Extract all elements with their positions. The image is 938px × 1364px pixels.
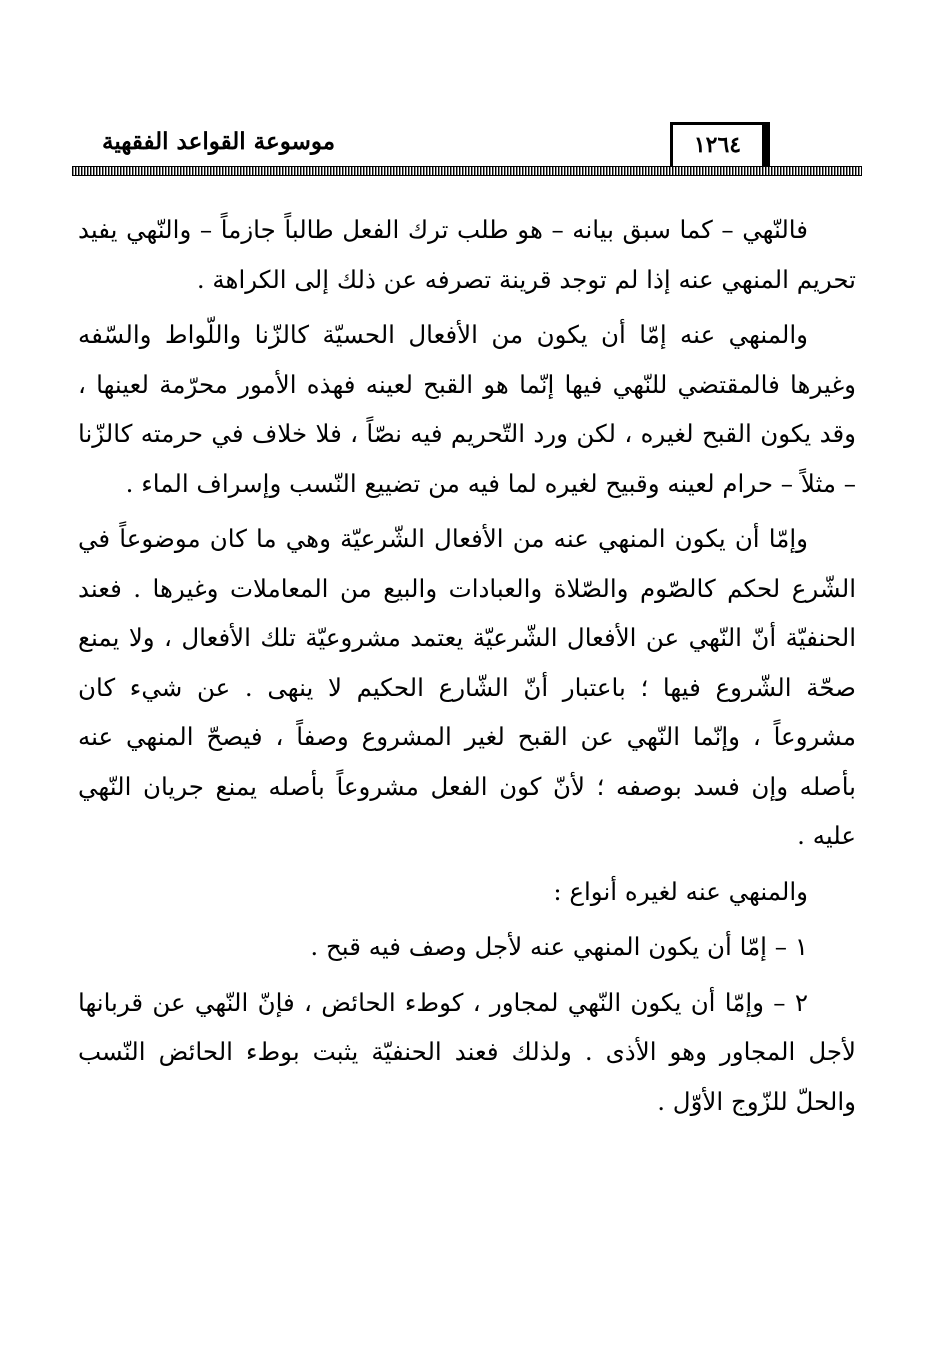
list-item-1: ١ – إمّا أن يكون المنهي عنه لأجل وصف فيه قبح . bbox=[310, 932, 808, 961]
header-rule bbox=[72, 166, 862, 176]
list-item-2: ٢ – وإمّا أن يكون النّهي لمجاور ، كوطء الحائض ، فإنّ النّهي عن قربانها لأجل المجاور وهو الأذى . ولذلك فعند الحنفيّة يثبت بوطء الحائض النّسب والحلّ للزّوج الأوّل . bbox=[78, 987, 856, 1116]
paragraph-4: والمنهي عنه لغيره أنواع : bbox=[553, 876, 808, 906]
paragraph-2: والمنهي عنه إمّا أن يكون من الأفعال الحسيّة كالزّنا واللّواط والسّفه وغيرها فالمقتضي للنّهي فيها إنّما هو القبح لعينه فهذه الأمور محرّمة لعينها ، وقد يكون القبح لغيره ، لكن ورد التّحريم فيه نصّاً ، فلا خلاف في حرمته كالزّنا – مثلاً – حرام لعينه وقبيح لغيره لما فيه من تضييع النّسب وإسراف الماء . bbox=[78, 320, 856, 498]
body-text bbox=[78, 205, 856, 1132]
paragraph-1: فالنّهي – كما سبق بيانه – هو طلب ترك الفعل طالباً جازماً – والنّهي يفيد تحريم المنهي عنه إذا لم توجد قرينة تصرفه عن ذلك إلى الكراهة . bbox=[78, 215, 856, 294]
paragraph-3: وإمّا أن يكون المنهي عنه من الأفعال الشّرعيّة وهي ما كان موضوعاً في الشّرع لحكم كالصّوم والصّلاة والعبادات والبيع من المعاملات وغيرها . فعند الحنفيّة أنّ النّهي عن الأفعال الشّرعيّة يعتمد مشروعيّة تلك الأفعال ، ولا يمنع صحّة الشّروع فيها ؛ باعتبار أنّ الشّارع الحكيم لا ينهى . عن شيء كان مشروعاً ، وإنّما النّهي عن القبح لغير المشروع وصفاً ، فيصحّ المنهي عنه بأصله وإن فسد بوصفه ؛ لأنّ كون الفعل مشروعاً بأصله يمنع جريان النّهي عليه . bbox=[78, 524, 856, 850]
page-number: ١٢٦٤ bbox=[670, 122, 770, 168]
running-title: موسوعة القواعد الفقهية bbox=[102, 128, 336, 155]
page-header bbox=[72, 116, 862, 178]
